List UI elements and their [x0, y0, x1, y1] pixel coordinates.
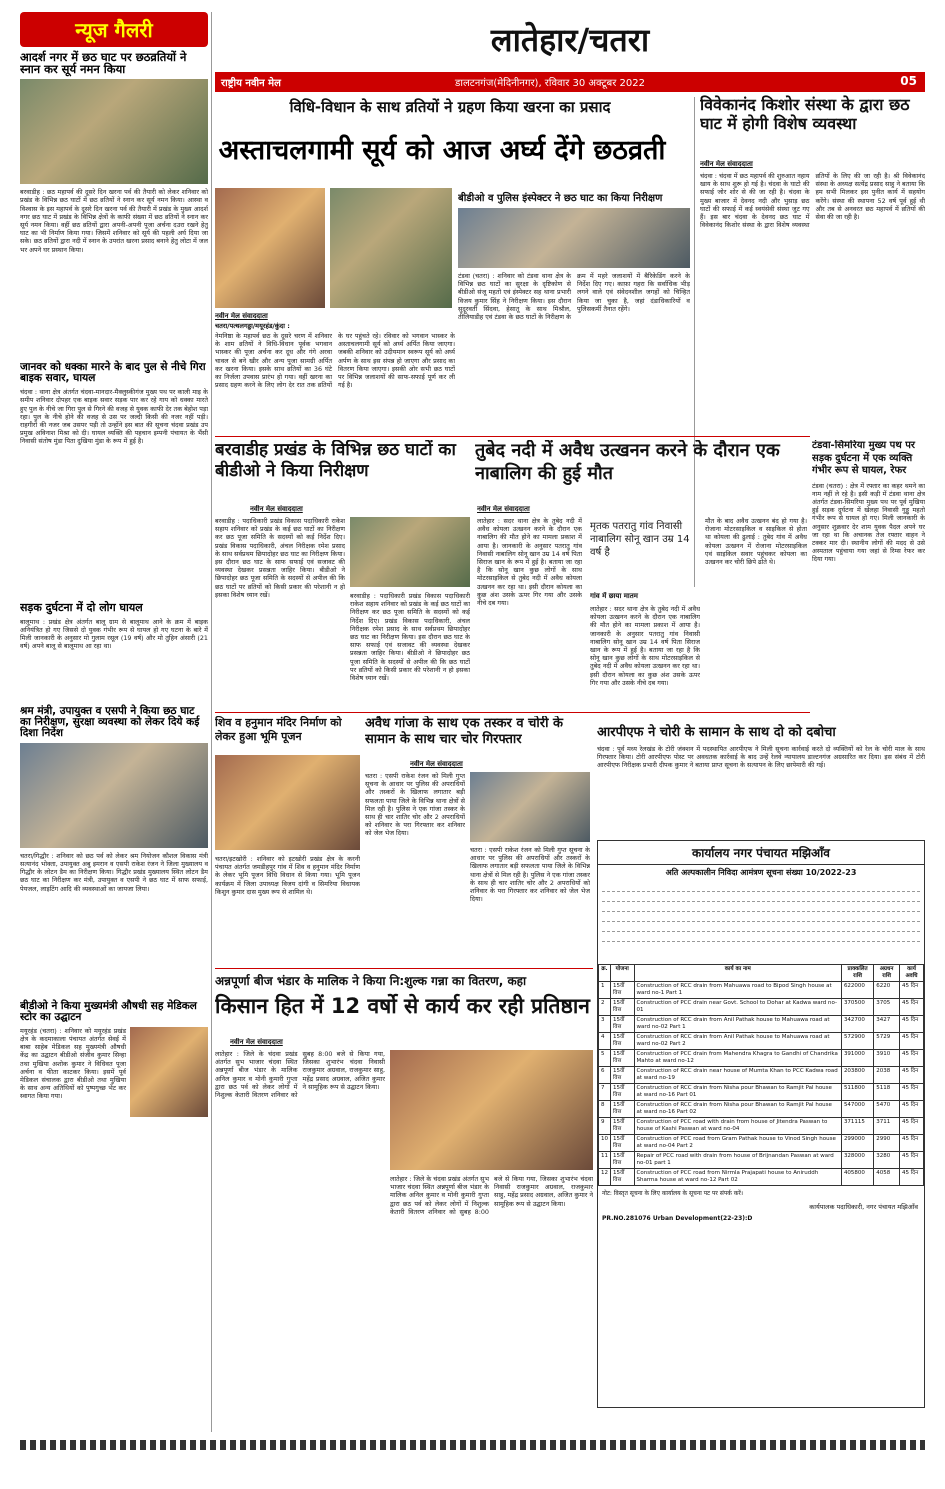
tender-cell: Repair of PCC road with drain from house of Brijnandan Paswan at ward no-01 part 1: [634, 1152, 841, 1169]
inspect-body: टंडवा (चतरा) : शनिवार को टंडवा थाना क्षेत्र के विभिन्न छठ घाटों का सुरक्षा के दृष्टिकोण से बीडीओ संजू महतो एवं इंस्पेक्टर सह थाना प्रभारी विजय कुमार सिंह ने निरीक्षण किया। इस दौरान सुदूरवर्ती सिंदवा, हेसातू के साथ मिश्रौल, तीलियाडीह एवं टंडवा के छठ घाटों के निरीक्षण के क्रम में महरे जलाशयों में बैरिकेडिंग करने के निर्देश दिए गए। काफ़ा गहरा कि सर्वाधिक भीड़ लगने वाले एवं संवेदनशील जगहों को चिन्हित किया जा चुका है, जहां दंडाधिकारियों व पुलिसकर्मी तैनात रहेंगे।: [458, 272, 690, 322]
bottom-border: [20, 1440, 925, 1450]
tender-cell: 5: [599, 1050, 611, 1067]
tender-row: [599, 1050, 924, 1067]
lead-headline: अस्ताचलगामी सूर्य को आज अर्घ्य देंगे छठव्रती: [218, 135, 666, 166]
news-gallery-sidebar: [20, 12, 208, 1432]
sidebar-story3-headline: सड़क दुर्घटना में दो लोग घायल: [20, 601, 143, 615]
annapurna-body-2: लातेहार : जिले के चंदवा प्रखंड अंतर्गत सुभ भाजार चंदवा स्थित अन्नपूर्णा बीज भंडार के मालिक अनिल कुमार व मोनी कुमारी गुप्ता द्वारा छठ पर्व को लेकर लोगों में निशुल्क केतारी वितरण शनिवार को सुबह 8:00 बजे से किया गया, जिसका शुभारंभ चंदवा निवासी राजकुमार अग्रवाल, राजकुमार साहु, महेंद्र प्रसाद अग्रवाल, अजित कुमार ने सामूहिक रूप से उद्घाटन किया।: [390, 1175, 593, 1216]
lead-photo-right: [330, 188, 452, 308]
sidebar-story5-headline: बीडीओ ने किया मुख्यमंत्री औषधी सह मेडिकल स्टोर का उद्घाटन: [20, 999, 197, 1023]
edition-title: लातेहार/चतरा: [490, 21, 650, 59]
barwadih-byline: नवीन मेल संवाददाता: [250, 505, 303, 513]
lead-kicker: विधि-विधान के साथ व्रतियों ने ग्रहण किया खरना का प्रसाद: [289, 98, 611, 116]
tender-cell: 15वीं वित्त: [611, 1084, 635, 1101]
tender-cell: Construction of RCC drain from Anil Pathak house to Mahuawa road at ward no-02 Part 2: [634, 1033, 841, 1050]
tender-cell: 7: [599, 1084, 611, 1101]
tender-col-header: योजना: [611, 965, 635, 982]
tender-cell: 45 दिन: [899, 1169, 923, 1186]
tender-cell: 45 दिन: [899, 1135, 923, 1152]
tender-cell: 8: [599, 1101, 611, 1118]
tender-signature: कार्यपालक पदाधिकारी, नगर पंचायत मझिआँव: [809, 1203, 918, 1211]
sidebar-story4-headline: श्रम मंत्री, उपायुक्त व एसपी ने किया छठ घाट का निरीक्षण, सुरक्षा व्यवस्था को लेकर दिये कई दिशा निर्देश: [20, 704, 200, 739]
tender-cell: 3910: [874, 1050, 900, 1067]
tender-cell: 15वीं वित्त: [611, 1118, 635, 1135]
ganja-photo: [470, 772, 590, 842]
tender-cell: 15वीं वित्त: [611, 1067, 635, 1084]
tender-cell: 511800: [841, 1084, 873, 1101]
annapurna-byline: नवीन मेल संवाददाता: [230, 1038, 283, 1046]
tender-cell: 1: [599, 982, 611, 999]
sidebar-story1-headline: आदर्श नगर में छठ घाट पर छठव्रतियों ने स्नान कर सूर्य नमन किया: [20, 50, 187, 77]
tandwa-headline: टंडवा-सिमरिया मुख्य पथ पर सड़क दुर्घटना में एक व्यक्ति गंभीर रूप से घायल, रेफर: [812, 440, 916, 476]
shiv-headline: शिव व हनुमान मंदिर निर्माण को लेकर हुआ भूमि पूजन: [215, 716, 342, 744]
tender-cell: 3711: [874, 1118, 900, 1135]
inspect-headline: बीडीओ व पुलिस इंस्पेक्टर ने छठ घाट का किया निरीक्षण: [458, 190, 690, 204]
tender-cell: 15वीं वित्त: [611, 1016, 635, 1033]
tender-pr-no: PR.NO.281076 Urban Development(22-23):D: [602, 1215, 753, 1222]
tender-cell: 15वीं वित्त: [611, 1050, 635, 1067]
tender-cell: 45 दिन: [899, 1152, 923, 1169]
lead-byline-text: नवीन मेल संवाददाता: [215, 312, 268, 320]
sidebar-story4-body: चतरा/गिद्धौर : शनिवार को छठ पर्व को लेकर श्रम नियोजन कौशल विकास मंत्री सत्यानंद भोक्ता, उपायुक्त अबु इमरान व एसपी राकेश रंजन ने जिला मुख्यालय व गिद्धौर के लोटन डैम का निरीक्षण किया। गिद्धौर प्रखंड मुख्यालय स्थित लोटन डैम छठ घाट का निरीक्षण कर मंत्री, उपायुक्त व एसपी ने छठ घाट में साफ सफाई, पेयजल, लाइटिंग आदि की व्यवस्थाओं का जायजा लिया।: [20, 851, 208, 893]
ganja-byline: नवीन मेल संवाददाता: [410, 760, 463, 768]
tender-cell: Construction of RCC drain near house of Mumta Khan to PCC Kadwa road at ward no-19: [634, 1067, 841, 1084]
inspect-photo: [458, 208, 690, 268]
ganja-body-2: चतरा : एसपी राकेश रंजन को मिली गुप्त सूचना के आधार पर पुलिस की अपराधियों और तस्करों के खिलाफ लगातार बड़ी सफलता पाया जिले के विभिन्न थाना क्षेत्रों से मिल रही है। पुलिस ने एक गांजा तस्कर के साथ ही चार शातिर चोर और 2 अपराधियों को शनिवार के परा गिरफ्तार कर शनिवार को जेल भेज दिया।: [470, 846, 590, 904]
barwadih-headline: बरवाडीह प्रखंड के विभिन्न छठ घाटों का बीडीओ ने किया निरीक्षण: [215, 440, 456, 482]
barwadih-body-2: बरवाडीह : पदाधिकारी प्रखंड विकास पदाधिकारी राकेश सहाय शनिवार को प्रखंड के कई छठ घाटों का निरीक्षण कर छठ पूजा समिति के सदस्यों को कई निर्देश दिए। प्रखंड विकास पदाधिकारी, अंचल निरीक्षक रमेश प्रसाद के साथ सर्वप्रथम छिपादोहर छठ घाट का निरीक्षण किया। इस दौरान छठ घाट के साफ सफाई एवं सजावट की व्यवस्था देखकर प्रसन्नता जाहिर किया। बीडीओ ने छिपादोहर छठ पूजा समिति के सदस्यों से अपील की कि छठ घाटों पर व्रतियों को किसी प्रकार की परेशानी न हो इसका विशेष ध्यान रखें।: [350, 592, 470, 683]
tender-row: [599, 1118, 924, 1135]
tender-col-header: कार्य का नाम: [634, 965, 841, 982]
page-number: 05: [900, 74, 917, 88]
section-rule: [215, 968, 593, 969]
tender-cell: 45 दिन: [899, 1033, 923, 1050]
rpf-headline: आरपीएफ ने चोरी के सामान के साथ दो को दबोचा: [597, 725, 836, 740]
tender-cell: Construction of PCC road from Gram Pathak house to Vinod Singh house at ward no-04 Part 2: [634, 1135, 841, 1152]
tender-row: [599, 1033, 924, 1050]
tender-footer-note: नोट: विस्तृत सूचना के लिए कार्यालय के सूचना पट पर संपर्क करें।: [602, 1190, 744, 1197]
tender-cell: 572900: [841, 1033, 873, 1050]
tender-col-header: कार्य अवधि: [899, 965, 923, 982]
tubed-side-head: गांव में छाया मातम: [590, 592, 638, 600]
annapurna-photo: [390, 1050, 593, 1170]
tandwa-body: टंडवा (चतरा) : क्षेत्र में रफ्तार का कहर थमने का नाम नहीं ले रहे है। इसी कड़ी में टंडवा थाना क्षेत्र अंतर्गत टंडवा-सिमरिया मुख्य पथ पर पूर्व मुखिया हुई सड़क दुर्घटना में खेलहा निवासी गुड्डू महतो गंभीर रूप से घायल हो गए। मिली जानकारी के अनुसार शुक्रवार देर शाम युवक पैदल अपने घर जा रहा था कि अचानक तेज रफ्तार वाहन ने टक्कर मार दी। स्थानीय लोगों की मदद से उसे अस्पताल पहुंचाया गया जहां से रिम्स रेफर कर दिया गया।: [812, 481, 925, 564]
tender-cell: 45 दिन: [899, 1016, 923, 1033]
tender-cell: 328000: [841, 1152, 873, 1169]
rpf-body: चंदवा : पूर्व मध्य रेलखंड के टोरी जंक्शन में पदस्थापित आरपीएफ ने मिली सूचना कार्रवाई करते दो व्यक्तियों को रेल के चोरी माल के साथ गिरफ्तार किया। टोरी आरपीएफ पोस्ट पर अवधतक कार्रवाई के बाद उन्हें रेलवे न्यायालय डाल्टनगंज अग्रसारित कर दिया। इस संबंध में टोरी आरपीएफ निरीक्षक प्रभारी दीपक कुमार ने बताया प्राप्त सूचना के सत्यापन के लिए छापेमारी की गई।: [597, 745, 925, 770]
tender-cell: 622000: [841, 982, 873, 999]
tender-cell: 405800: [841, 1169, 873, 1186]
tender-header-row: [599, 965, 924, 982]
ganja-body: चतरा : एसपी राकेश रंजन को मिली गुप्त सूचना के आधार पर पुलिस की अपराधियों और तस्करों के खिलाफ लगातार बड़ी सफलता पाया जिले के विभिन्न थाना क्षेत्रों से मिल रही है। पुलिस ने एक गांजा तस्कर के साथ ही चार शातिर चोर और 2 अपराधियों को शनिवार के परा गिरफ्तार कर शनिवार को जेल भेज दिया।: [365, 772, 465, 838]
tender-cell: 391000: [841, 1050, 873, 1067]
tubed-pull-quote: मृतक पतरातु गांव निवासी नाबालिग सोनू खान उम्र 14 वर्ष है: [590, 521, 690, 558]
dateline: डालटनगंज(मेदिनीनगर), रविवार 30 अक्टूबर 2022: [455, 78, 645, 89]
tender-cell: 3280: [874, 1152, 900, 1169]
tender-cell: 6220: [874, 982, 900, 999]
ganja-headline: अवैध गांजा के साथ एक तस्कर व चोरी के सामान के साथ चार चोर गिरफ्तार: [365, 716, 563, 748]
tubed-headline: तुबेद नदी में अवैध उत्खनन करने के दौरान एक नाबालिग की हुई मौत: [475, 440, 780, 484]
tender-cell: Construction of RCC drain from Mahuawa road to Bipod Singh house at ward no-1 Part 1: [634, 982, 841, 999]
annapurna-headline: किसान हित में 12 वर्षो से कार्य कर रही प्रतिष्ठान: [215, 994, 590, 1018]
tender-cell: 2: [599, 999, 611, 1016]
tubed-body: लातेहार : सदर थाना क्षेत्र के तुबेद नदी में अवैध कोयला उत्खनन करने के दौरान एक नाबालिग की मौत होने का मामला प्रकाश में आया है। जानकारी के अनुसार पतरातु गांव निवासी नाबालिग सोनू खान उम्र 14 वर्ष पिता सिराज खान के रूप में हुई है। बताया जा रहा है कि सोनू खान कुछ लोगों के साथ मोटरसाइकिल से तुबेद नदी में अवैध कोयला उत्खनन कर रहा था। इसी दौरान कोयला का कुछ अंश उसके ऊपर गिर गया और उसके नीचे दब गया।: [477, 517, 582, 608]
tender-cell: 2990: [874, 1135, 900, 1152]
tender-col-header: प्राक्कलित राशि: [841, 965, 873, 982]
tender-cell: 2038: [874, 1067, 900, 1084]
vivekananda-body: चंदवा : चंदवा में छठ महापर्व की शुरुआत नहाय खाय के साथ शुरू हो गई है। चंदवा के घाटो की सफाई जोर शोर से की जा रही है। चंदवा के मुख्य बाजार में देवनद नदी और भुसाड़ छठ घाटों की सफाई में कई स्वयंसेवी संस्था जुट गए हैं। इस बार चंदवा के देवनद छठ घाट में विवेकानंद किशोर संस्था के द्वारा विशेष व्यवस्था व्रतियों के लिए की जा रही है। श्री विवेकानंद संस्था के अध्यक्ष सत्येंद्र प्रसाद साहु ने बताया कि हम सभी मिलकर इस पुनीत कार्य में सहयोग करेंगे। संस्था की स्थापना 52 वर्ष पूर्व हुई थी और तब से अनवरत छठ महापर्व में व्रतियों की सेवा की जा रही है।: [700, 172, 925, 230]
tender-cell: 15वीं वित्त: [611, 1169, 635, 1186]
column-divider: [694, 97, 695, 587]
tender-cell: 15वीं वित्त: [611, 1135, 635, 1152]
tender-row: [599, 1101, 924, 1118]
tender-cell: 45 दिन: [899, 1067, 923, 1084]
tender-cell: 11: [599, 1152, 611, 1169]
tender-cell: 15वीं वित्त: [611, 982, 635, 999]
tender-cell: 10: [599, 1135, 611, 1152]
tender-row: [599, 999, 924, 1016]
tender-cell: 9: [599, 1118, 611, 1135]
tender-cell: 12: [599, 1169, 611, 1186]
tender-cell: 3427: [874, 1016, 900, 1033]
tender-row: [599, 1016, 924, 1033]
tender-cell: 45 दिन: [899, 982, 923, 999]
sidebar-story5-body: मयूरहंड (चतरा) : शनिवार को मयूरहंड प्रखंड क्षेत्र के कदमाकाला पंचायत अंतर्गत सेवई में बाबा साहेब मेडिकल सह मुख्यमंत्री औषधी केंद्र का उद्घाटन बीडीओ संजीव कुमार सिन्हा तथा मुखिया अशोक कुमार ने विधिवत पूजा अर्चना व फीता काटकर किया। इसमें पूर्व मेडिकल संचालक द्वारा बीडीओ तथा मुखिया के साथ अन्य अतिथियों को पुष्पगुच्छ भेंट कर स्वागत किया गया।: [20, 1026, 126, 1101]
tender-cell: 4058: [874, 1169, 900, 1186]
sidebar-story2-body: चंदवा : थाना क्षेत्र अंतर्गत चंदवा-मानदार-मैक्लुस्कीगंज मुख्य पथ पर काली माइ के समीप शनिवार दोपहर एक बाइक सवार सड़क पार कर रहे गाय को धक्का मारते हुए पुल के नीचे जा गिरा पुल से गिरने की वजह से युवक काफी देर तक बेहोश पड़ा रहा। पुल के नीचे होने की वजह से उस पर जल्दी किसी की नजर नहीं पड़ी। राहगीरों की नजर जब उसपर पड़ी तो उन्होंने इस बात की सूचना चंदवा प्रखंड उप प्रमुख अविनाश मिश्रा को दी। घायल व्यक्ति की पहचान इम्पनी पंचायत के भैंसी निवासी संतोष मुंडा पिता दुखिया मुंडा के रूप में हुई है।: [20, 388, 208, 446]
medical-store-photo: [130, 1027, 208, 1117]
tender-cell: 4: [599, 1033, 611, 1050]
vivekananda-headline: विवेकानंद किशोर संस्था के द्वारा छठ घाट में होगी विशेष व्यवस्था: [700, 95, 910, 134]
lead-byline: [215, 312, 325, 330]
tender-col-header: क्र.: [599, 965, 611, 982]
tender-cell: 5118: [874, 1084, 900, 1101]
paper-name: राष्ट्रीय नवीन मेल: [221, 78, 281, 89]
tender-cell: Construction of RCC drain from Nisha pour Bhawan to Ramjit Pal house at ward no-16 Part 01: [634, 1084, 841, 1101]
tubed-body-2: लातेहार : सदर थाना क्षेत्र के तुबेद नदी में अवैध कोयला उत्खनन करने के दौरान एक नाबालिग की मौत होने का मामला प्रकाश में आया है। जानकारी के अनुसार पतरातु गांव निवासी नाबालिग सोनू खान उम्र 14 वर्ष पिता सिराज खान के रूप में हुई है। बताया जा रहा है कि सोनू खान कुछ लोगों के साथ मोटरसाइकिल से तुबेद नदी में अवैध कोयला उत्खनन कर रहा था। इसी दौरान कोयला का कुछ अंश उसके ऊपर गिर गया और उसके नीचे दब गया।: [590, 605, 700, 687]
barwadih-body: बरवाडीह : पदाधिकारी प्रखंड विकास पदाधिकारी राकेश सहाय शनिवार को प्रखंड के कई छठ घाटों का निरीक्षण कर छठ पूजा समिति के सदस्यों को कई निर्देश दिए। प्रखंड विकास पदाधिकारी, अंचल निरीक्षक रमेश प्रसाद के साथ सर्वप्रथम छिपादोहर छठ घाट का निरीक्षण किया। इस दौरान छठ घाट के साफ सफाई एवं सजावट की व्यवस्था देखकर प्रसन्नता जाहिर किया। बीडीओ ने छिपादोहर छठ पूजा समिति के सदस्यों से अपील की कि छठ घाटों पर व्रतियों को किसी प्रकार की परेशानी न हो इसका विशेष ध्यान रखें।: [215, 517, 345, 599]
barwadih-photo: [350, 517, 470, 587]
column-divider: [211, 12, 212, 1432]
tender-cell: 6: [599, 1067, 611, 1084]
tender-cell: Construction of PCC drain near Govt. School to Dohar at Kadwa ward no-01: [634, 999, 841, 1016]
tender-cell: Construction of PCC road with drain from house of Jitendra Paswan to house of Kashi Paswan at ward no-04: [634, 1118, 841, 1135]
tender-cell: 547000: [841, 1101, 873, 1118]
tender-cell: Construction of PCC road from Nirmla Prajapati house to Aniruddh Sharma house at ward no-12 Part 02: [634, 1169, 841, 1186]
tender-cell: 45 दिन: [899, 1101, 923, 1118]
shiv-body: चतरा/इटखोरी : शनिवार को इटखोरी प्रखंड क्षेत्र के करनी पंचायत अंतर्गत जमडीहपुर गांव में शिव व हनुमान मंदिर निर्माण के लेकर भूमि पूजन विधि विधान से किया गया। भूमि पूजन कार्यक्रम में जिला उपाध्यक्ष विजय दांगी व सिमरिया विधायक किशुन कुमार दास मुख्य रूप से शामिल थे।: [215, 855, 360, 896]
annapurna-kicker: अन्नपूर्णा बीज भंडार के मालिक ने किया नि:शुल्क गन्ना का वितरण, कहा: [215, 974, 527, 988]
masthead-bar: [215, 72, 925, 92]
tender-row: [599, 982, 924, 999]
annapurna-body: लातेहार : जिले के चंदवा प्रखंड अंतर्गत सुभ भाजार चंदवा स्थित अन्नपूर्णा बीज भंडार के मालिक अनिल कुमार व मोनी कुमारी गुप्ता द्वारा छठ पर्व को लेकर लोगों में निशुल्क केतारी वितरण शनिवार को सुबह 8:00 बजे से किया गया, जिसका शुभारंभ चंदवा निवासी राजकुमार अग्रवाल, राजकुमार साहु, महेंद्र प्रसाद अग्रवाल, अजित कुमार ने सामूहिक रूप से उद्घाटन किया।: [215, 1050, 385, 1100]
tender-cell: Construction of RCC drain from Nisha pour Bhawan to Ramjit Pal house at ward no-16 Part 02: [634, 1101, 841, 1118]
lead-photo-left: [215, 188, 325, 308]
tender-cell: 5729: [874, 1033, 900, 1050]
tender-cell: 299000: [841, 1135, 873, 1152]
tubed-byline: नवीन मेल संवाददाता: [477, 505, 530, 513]
shiv-photo: [215, 755, 360, 850]
vivekananda-byline: नवीन मेल संवाददाता: [700, 160, 753, 168]
tender-row: [599, 1169, 924, 1186]
sidebar-title: न्यूज गैलरी: [20, 12, 208, 47]
tender-cell: 45 दिन: [899, 1050, 923, 1067]
tender-cell: 203800: [841, 1067, 873, 1084]
tender-cell: 45 दिन: [899, 1118, 923, 1135]
lead-dateline: चतरा/पत्थलगड्डा/मयूरहंड/कुंदा :: [215, 322, 290, 330]
sidebar-story3-body: बालूमाथ : प्रखंड क्षेत्र अंतर्गत बालू ग्राम से बालूमाथ आने के क्रम में बाइक अनियंत्रित हो गए जिससे दो युवक गंभीर रूप से घायल हो गए घटना के बारे में मिली जानकारी के अनुसार मो गुलाम रसूल (19 वर्ष) और मो तुहिन अंसारी (21 वर्ष) अपने बालू से बालूमाथ आ रहा था।: [20, 617, 208, 651]
tender-title: अति अल्पकालीन निविदा आमंत्रण सूचना संख्या 10/2022-23: [665, 868, 857, 877]
tender-cell: 371115: [841, 1118, 873, 1135]
tender-cell: 5470: [874, 1101, 900, 1118]
tender-office: कार्यालय नगर पंचायत मझिआँव: [598, 841, 924, 865]
tender-row: [599, 1084, 924, 1101]
tender-cell: Construction of RCC drain from Anil Pathak house to Mahuawa road at ward no-02 Part 1: [634, 1016, 841, 1033]
tender-cell: 342700: [841, 1016, 873, 1033]
tender-row: [599, 1067, 924, 1084]
tender-row: [599, 1135, 924, 1152]
tender-cell: 370500: [841, 999, 873, 1016]
tender-cell: 45 दिन: [899, 1084, 923, 1101]
tender-cell: 3705: [874, 999, 900, 1016]
tender-table: [598, 964, 924, 1186]
tender-cell: 15वीं वित्त: [611, 999, 635, 1016]
tender-row: [599, 1152, 924, 1169]
tender-cell: 45 दिन: [899, 999, 923, 1016]
tender-notice: [597, 840, 925, 1408]
tender-cell: 15वीं वित्त: [611, 1033, 635, 1050]
tubed-side-body: मौत के बाद अवैध उत्खनन बंद हो गया है। रोजाना मोटरसाइकिल व साइकिल से होता था कोयला की ढुलाई : तुबेद गांव में अवैध कोयला उत्खनन में रोजाना मोटरसाइकिल एवं साइकिल सवार पहुंचकर कोयला का उत्खनन कर चोरी छिपे ढोते थे।: [705, 517, 807, 567]
section-rule: [215, 712, 810, 713]
tender-cell: Construction of PCC drain from Mahendra Khagra to Gandhi of Chandrika Mahto at ward no-12: [634, 1050, 841, 1067]
tender-col-header: अग्रधन राशि: [874, 965, 900, 982]
sidebar-story2-headline: जानवर को धक्का मारने के बाद पुल से नीचे गिरा बाइक सवार, घायल: [20, 361, 206, 385]
sidebar-story1-body: बरवाडीह : छठ महापर्व की दूसरे दिन खरना पर्व की तैयारी को लेकर शनिवार को प्रखंड के विभिन्न छठ घाटों में छठ व्रतियों ने स्नान कर सूर्य नमन किया। आस्था व विश्वास के इस महापर्व के दूसरे दिन खरना पर्व की तैयारी में प्रखंड के मुख्य आदर्श नगर छठ घाट में प्रखंड के विभिन्न क्षेत्रों के काफी संख्या में छठ व्रतियों ने स्नान कर सूर्य नमन किया। वहीं छठ व्रतियों द्वारा अपनी-अपनी पूजा अर्चना दउरा रखने हेतु घाट का भी निर्माण किया गया। जिसमें शनिवार को सूर्य की पहली अर्घ दिया जा सके। छठ व्रतियों द्वारा नदी में स्नान के उपरांत खरना प्रसाद बनाने हेतु लोटा में जल भर अपने घर प्रस्थान किया।: [20, 188, 208, 254]
chhath-ghat-photo: [20, 79, 208, 184]
section-rule: [215, 436, 810, 437]
tender-cell: 15वीं वित्त: [611, 1152, 635, 1169]
tender-cell: 3: [599, 1016, 611, 1033]
tender-cell: 15वीं वित्त: [611, 1101, 635, 1118]
lead-body: नेमनिष्ठा के महापर्व छठ के दूसरे चरण में शनिवार के शाम व्रतियों ने विधि-विधान पूर्वक भगवान भास्कर की पूजा अर्चना कर दूध और गंगे अरवा चावल से बने खीर और अन्य पूजा सामग्री अर्पित कर खरना किया। इसके साथ व्रतियों का 36 घंटे का निर्जला उपवास प्रारंभ हो गया। वहीं खरना का प्रसाद ग्रहण करने के लिए लोग देर रात तक व्रतियों के घर पहुंचते रहे। रविवार को भगवान भास्कर के अस्ताचलगामी सूर्य को अर्घ्य अर्पित किया जाएगा। जबकी शनिवार को उदीयमान स्वरूप सूर्य को अर्घ्य अर्पण के साथ इस संपन्न हो जाएगा और प्रसाद का वितरण किया जाएगा। इसकी ओर सभी छठ घाटों पर विभिन्न जलाशयों की साफ-सफाई पूर्ण कर ली गई है।: [215, 332, 455, 390]
minister-inspection-photo: [20, 743, 208, 848]
